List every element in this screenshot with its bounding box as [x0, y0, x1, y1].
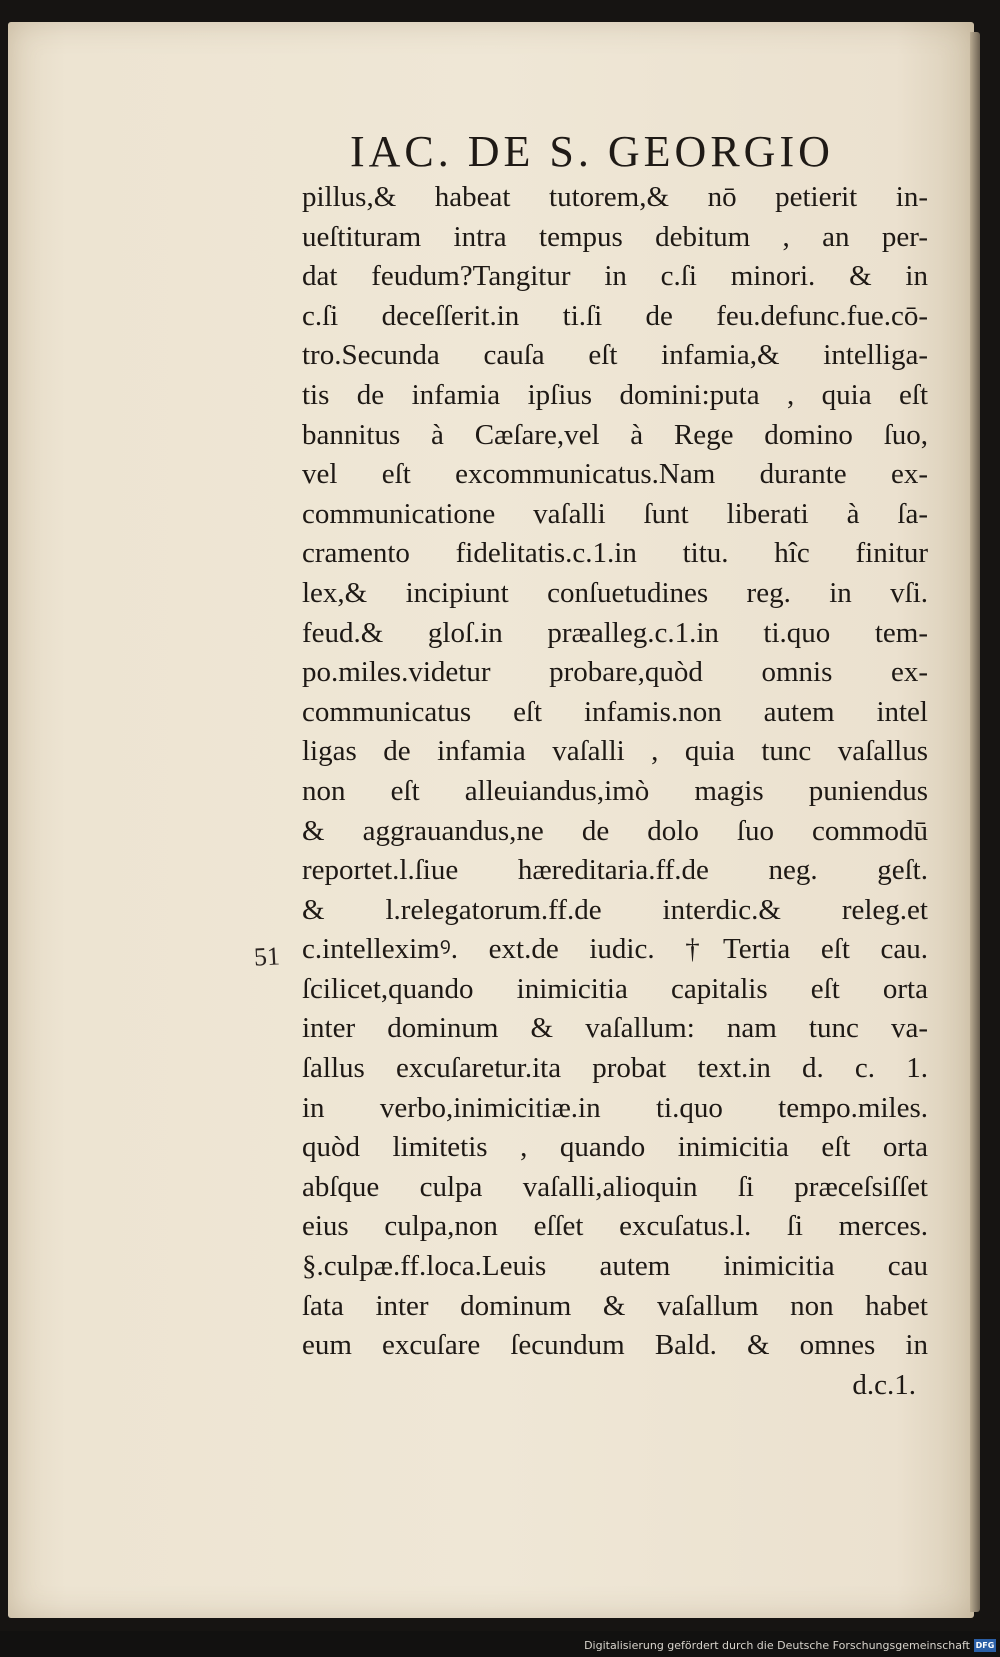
text-line: ſcilicet,quando inimicitia capitalis eſt orta: [302, 972, 928, 1005]
text-line: eum excuſare ſecundum Bald. & omnes in: [302, 1329, 928, 1362]
text-line: quòd limitetis , quando inimicitia eſt orta: [302, 1131, 928, 1164]
text-line: tro.Secunda cauſa eſt infamia,& intelliga-: [302, 339, 928, 372]
text-line: c.intelleximꝰ. ext.de iudic. †Tertia eſt cau.: [302, 933, 928, 966]
text-line: pillus,& habeat tutorem,& nō petierit in-: [302, 181, 928, 213]
text-block: [302, 178, 928, 1405]
text-line: & l.relegatorum.ff.de interdic.& releg.et: [302, 893, 928, 926]
text-line: ſata inter dominum & vaſallum non habet: [302, 1289, 928, 1322]
text-line: c.ſi deceſſerit.in ti.ſi de feu.defunc.fue.cō-: [302, 299, 928, 332]
text-line: dat feudum?Tangitur in c.ſi minori. & in: [302, 260, 928, 293]
text-line: feud.& gloſ.in præalleg.c.1.in ti.quo tem-: [302, 616, 928, 649]
text-line: communicatione vaſalli ſunt liberati à ſa-: [302, 497, 928, 530]
text-line: inter dominum & vaſallum: nam tunc va-: [302, 1012, 928, 1045]
text-line: eius culpa,non eſſet excuſatus.l. ſi merces.: [302, 1210, 928, 1243]
text-line: tis de infamia ipſius domini:puta , quia eſt: [302, 378, 928, 411]
text-line: cramento fidelitatis.c.1.in titu. hîc finitur: [302, 537, 928, 570]
text-line: bannitus à Cæſare,vel à Rege domino ſuo,: [302, 418, 928, 451]
text-line: lex,& incipiunt conſuetudines reg. in vſi.: [302, 576, 928, 609]
text-line: vel eſt excommunicatus.Nam durante ex-: [302, 458, 928, 491]
text-line: ligas de infamia vaſalli , quia tunc vaſallus: [302, 735, 928, 768]
text-line: reportet.l.ſiue hæreditaria.ff.de neg. geſt.: [302, 854, 928, 887]
text-line: §.culpæ.ff.loca.Leuis autem inimicitia cau: [302, 1250, 928, 1283]
text-line: ſallus excuſaretur.ita probat text.in d. c. 1.: [302, 1052, 928, 1085]
margin-note: 51: [253, 941, 281, 972]
text-line: non eſt alleuiandus,imò magis puniendus: [302, 774, 928, 807]
dfg-logo-icon: DFG: [975, 1641, 995, 1650]
page-edge: [970, 32, 980, 1612]
text-line: po.miles.videtur probare,quòd omnis ex-: [302, 656, 928, 689]
text-line: & aggrauandus,ne de dolo ſuo commodū: [302, 814, 928, 847]
footer-bar: [0, 1631, 1000, 1657]
text-line: communicatus eſt infamis.non autem intel: [302, 695, 928, 728]
text-line: in verbo,inimicitiæ.in ti.quo tempo.miles.: [302, 1091, 928, 1124]
text-line: ueſtituram intra tempus debitum , an per-: [302, 220, 928, 253]
text-line: abſque culpa vaſalli,alioquin ſi præceſsiſſet: [302, 1170, 928, 1203]
running-head: IAC. DE S. GEORGIO: [350, 127, 834, 176]
digitization-credit: Digitalisierung gefördert durch die Deutsche Forschungsgemeinschaft: [584, 1639, 970, 1652]
catchword: d.c.1.: [852, 1368, 916, 1401]
